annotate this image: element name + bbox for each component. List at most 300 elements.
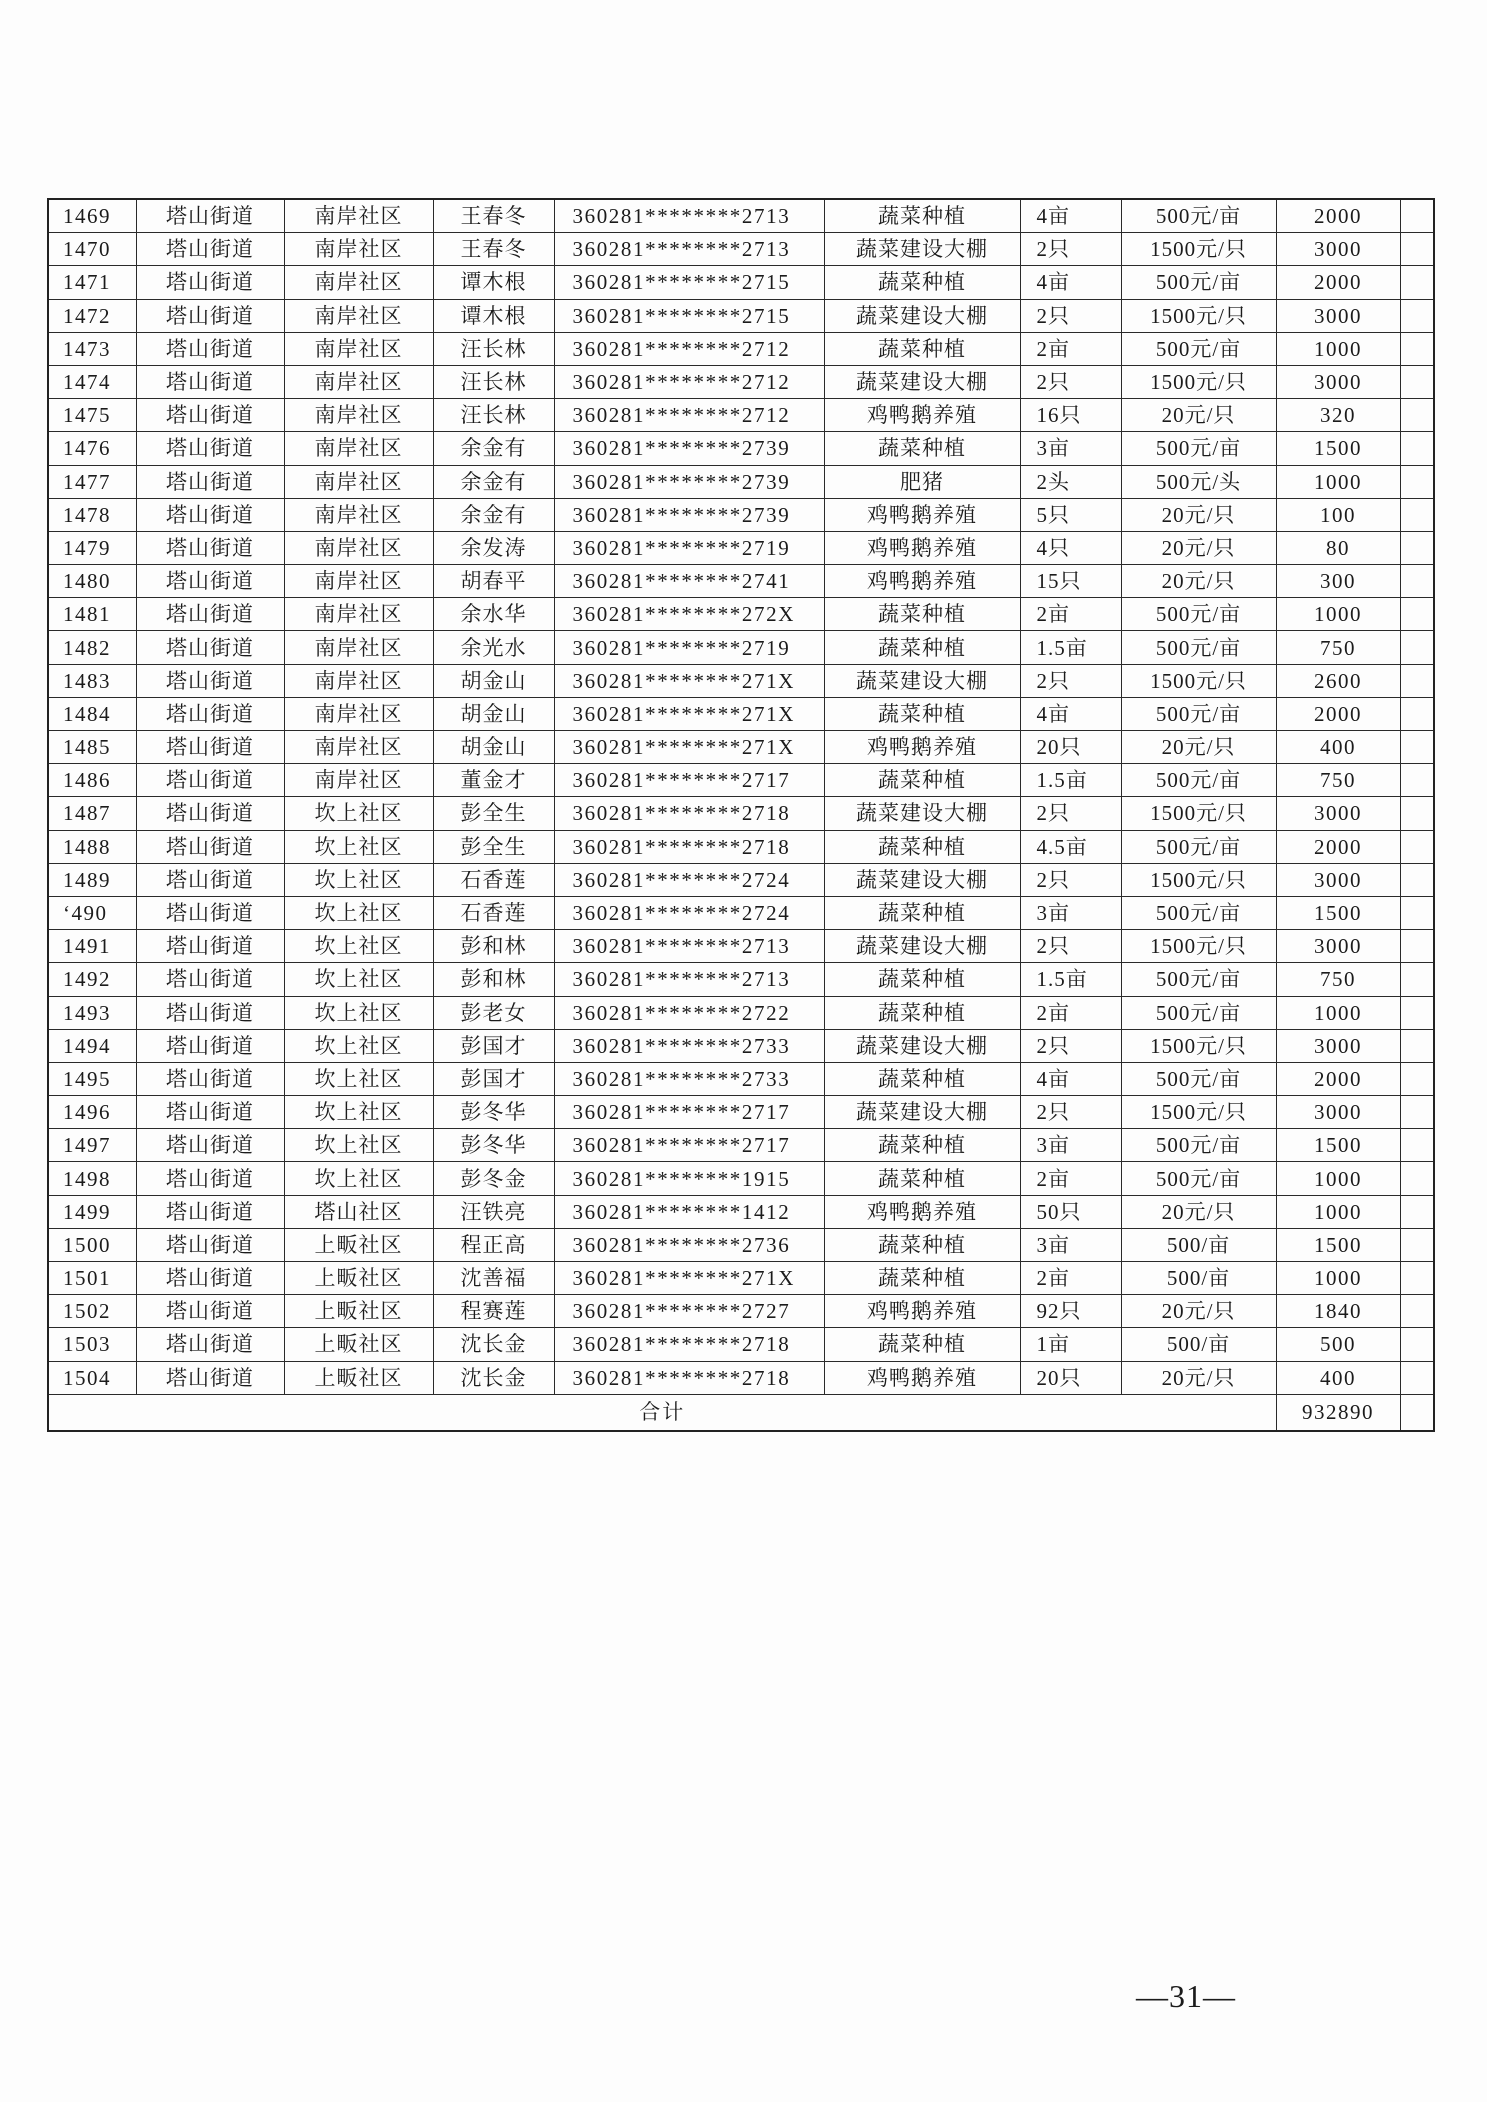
street-cell: 塔山街道 [136,1295,284,1328]
street-cell: 塔山街道 [136,764,284,797]
blank-cell [1400,863,1434,896]
street-cell: 塔山街道 [136,1262,284,1295]
table-row [48,266,1434,299]
street-cell: 塔山街道 [136,664,284,697]
blank-cell [1400,631,1434,664]
blank-cell [1400,399,1434,432]
id-number-cell: 360281********271X [554,697,824,730]
quantity-cell: 2只 [1020,930,1121,963]
row-number: 1500 [48,1228,136,1261]
table-footer [48,1394,1434,1431]
community-cell: 坎上社区 [284,797,433,830]
project-cell: 蔬菜种植 [824,996,1020,1029]
id-number-cell: 360281********2718 [554,1361,824,1394]
project-cell: 蔬菜种植 [824,598,1020,631]
street-cell: 塔山街道 [136,1096,284,1129]
quantity-cell: 3亩 [1020,1228,1121,1261]
id-number-cell: 360281********1412 [554,1195,824,1228]
community-cell: 坎上社区 [284,1096,433,1129]
street-cell: 塔山街道 [136,598,284,631]
blank-cell [1400,896,1434,929]
name-cell: 程正高 [433,1228,554,1261]
quantity-cell: 3亩 [1020,432,1121,465]
row-number: 1502 [48,1295,136,1328]
quantity-cell: 4亩 [1020,199,1121,233]
community-cell: 南岸社区 [284,531,433,564]
community-cell: 南岸社区 [284,432,433,465]
id-number-cell: 360281********271X [554,664,824,697]
blank-cell [1400,1029,1434,1062]
name-cell: 沈善福 [433,1262,554,1295]
name-cell: 彭老女 [433,996,554,1029]
name-cell: 胡春平 [433,565,554,598]
street-cell: 塔山街道 [136,697,284,730]
community-cell: 上畈社区 [284,1295,433,1328]
blank-cell [1400,266,1434,299]
amount-cell: 400 [1276,1361,1400,1394]
row-number: 1480 [48,565,136,598]
street-cell: 塔山街道 [136,1129,284,1162]
name-cell: 汪长林 [433,399,554,432]
blank-cell [1400,797,1434,830]
street-cell: 塔山街道 [136,896,284,929]
street-cell: 塔山街道 [136,1162,284,1195]
row-number: 1474 [48,365,136,398]
quantity-cell: 2亩 [1020,598,1121,631]
project-cell: 鸡鸭鹅养殖 [824,1195,1020,1228]
quantity-cell: 3亩 [1020,896,1121,929]
table-row [48,1328,1434,1361]
rate-cell: 1500元/只 [1121,664,1276,697]
blank-cell [1400,531,1434,564]
amount-cell: 2000 [1276,830,1400,863]
quantity-cell: 20只 [1020,1361,1121,1394]
community-cell: 上畈社区 [284,1328,433,1361]
community-cell: 南岸社区 [284,598,433,631]
project-cell: 蔬菜种植 [824,1228,1020,1261]
name-cell: 余发涛 [433,531,554,564]
rate-cell: 20元/只 [1121,1195,1276,1228]
project-cell: 蔬菜建设大棚 [824,365,1020,398]
project-cell: 鸡鸭鹅养殖 [824,531,1020,564]
name-cell: 石香莲 [433,896,554,929]
table-row [48,1096,1434,1129]
project-cell: 蔬菜种植 [824,830,1020,863]
row-number: 1486 [48,764,136,797]
amount-cell: 400 [1276,731,1400,764]
amount-cell: 3000 [1276,1096,1400,1129]
row-number: 1499 [48,1195,136,1228]
amount-cell: 1500 [1276,896,1400,929]
row-number: 1494 [48,1029,136,1062]
id-number-cell: 360281********2718 [554,797,824,830]
rate-cell: 1500元/只 [1121,299,1276,332]
rate-cell: 500/亩 [1121,1228,1276,1261]
row-number: 1476 [48,432,136,465]
quantity-cell: 2亩 [1020,1162,1121,1195]
amount-cell: 3000 [1276,299,1400,332]
blank-cell [1400,731,1434,764]
project-cell: 蔬菜种植 [824,963,1020,996]
id-number-cell: 360281********2733 [554,1062,824,1095]
community-cell: 坎上社区 [284,1162,433,1195]
project-cell: 蔬菜建设大棚 [824,863,1020,896]
id-number-cell: 360281********2724 [554,863,824,896]
project-cell: 蔬菜种植 [824,697,1020,730]
street-cell: 塔山街道 [136,631,284,664]
table-row [48,598,1434,631]
id-number-cell: 360281********2712 [554,399,824,432]
project-cell: 蔬菜种植 [824,1162,1020,1195]
table-row [48,1129,1434,1162]
community-cell: 坎上社区 [284,863,433,896]
table-row [48,896,1434,929]
amount-cell: 320 [1276,399,1400,432]
community-cell: 南岸社区 [284,233,433,266]
rate-cell: 500元/亩 [1121,631,1276,664]
street-cell: 塔山街道 [136,199,284,233]
rate-cell: 1500元/只 [1121,233,1276,266]
project-cell: 蔬菜建设大棚 [824,664,1020,697]
project-cell: 蔬菜种植 [824,1062,1020,1095]
name-cell: 彭全生 [433,830,554,863]
project-cell: 鸡鸭鹅养殖 [824,1295,1020,1328]
rate-cell: 500元/亩 [1121,996,1276,1029]
row-number: 1492 [48,963,136,996]
amount-cell: 2000 [1276,697,1400,730]
quantity-cell: 4只 [1020,531,1121,564]
name-cell: 彭冬华 [433,1096,554,1129]
quantity-cell: 4亩 [1020,697,1121,730]
id-number-cell: 360281********2713 [554,963,824,996]
row-number: 1477 [48,465,136,498]
table-row [48,664,1434,697]
amount-cell: 3000 [1276,797,1400,830]
project-cell: 蔬菜种植 [824,432,1020,465]
rate-cell: 20元/只 [1121,565,1276,598]
street-cell: 塔山街道 [136,498,284,531]
street-cell: 塔山街道 [136,1328,284,1361]
amount-cell: 3000 [1276,233,1400,266]
street-cell: 塔山街道 [136,365,284,398]
blank-cell [1400,1162,1434,1195]
community-cell: 坎上社区 [284,1029,433,1062]
table-row [48,1361,1434,1394]
blank-cell [1400,565,1434,598]
amount-cell: 1000 [1276,465,1400,498]
blank-cell [1400,233,1434,266]
id-number-cell: 360281********2715 [554,266,824,299]
street-cell: 塔山街道 [136,863,284,896]
id-number-cell: 360281********271X [554,1262,824,1295]
id-number-cell: 360281********2739 [554,432,824,465]
blank-cell [1400,1129,1434,1162]
quantity-cell: 1.5亩 [1020,631,1121,664]
rate-cell: 500元/亩 [1121,332,1276,365]
community-cell: 南岸社区 [284,731,433,764]
row-number: 1473 [48,332,136,365]
rate-cell: 1500元/只 [1121,863,1276,896]
amount-cell: 3000 [1276,365,1400,398]
row-number: 1482 [48,631,136,664]
table-row [48,797,1434,830]
rate-cell: 500元/头 [1121,465,1276,498]
name-cell: 石香莲 [433,863,554,896]
row-number: 1503 [48,1328,136,1361]
community-cell: 南岸社区 [284,498,433,531]
project-cell: 蔬菜种植 [824,631,1020,664]
id-number-cell: 360281********2713 [554,199,824,233]
rate-cell: 20元/只 [1121,731,1276,764]
rate-cell: 500元/亩 [1121,266,1276,299]
name-cell: 彭和林 [433,963,554,996]
name-cell: 胡金山 [433,731,554,764]
project-cell: 鸡鸭鹅养殖 [824,565,1020,598]
table-row [48,233,1434,266]
street-cell: 塔山街道 [136,233,284,266]
project-cell: 蔬菜种植 [824,199,1020,233]
row-number: 1488 [48,830,136,863]
quantity-cell: 3亩 [1020,1129,1121,1162]
blank-cell [1400,1228,1434,1261]
name-cell: 谭木根 [433,299,554,332]
community-cell: 坎上社区 [284,930,433,963]
id-number-cell: 360281********2733 [554,1029,824,1062]
street-cell: 塔山街道 [136,465,284,498]
community-cell: 南岸社区 [284,764,433,797]
blank-cell [1400,930,1434,963]
project-cell: 蔬菜种植 [824,764,1020,797]
quantity-cell: 2只 [1020,1029,1121,1062]
amount-cell: 80 [1276,531,1400,564]
community-cell: 南岸社区 [284,266,433,299]
total-row [48,1394,1434,1431]
street-cell: 塔山街道 [136,332,284,365]
table-row [48,565,1434,598]
project-cell: 蔬菜种植 [824,332,1020,365]
street-cell: 塔山街道 [136,996,284,1029]
page-number: —31— [1136,1978,1236,2014]
project-cell: 蔬菜种植 [824,1328,1020,1361]
rate-cell: 1500元/只 [1121,1096,1276,1129]
blank-cell [1400,1295,1434,1328]
table-row [48,830,1434,863]
street-cell: 塔山街道 [136,399,284,432]
project-cell: 蔬菜建设大棚 [824,930,1020,963]
rate-cell: 500/亩 [1121,1262,1276,1295]
row-number: 1497 [48,1129,136,1162]
row-number: 1487 [48,797,136,830]
quantity-cell: 4.5亩 [1020,830,1121,863]
street-cell: 塔山街道 [136,930,284,963]
blank-cell [1400,1328,1434,1361]
name-cell: 汪长林 [433,365,554,398]
id-number-cell: 360281********2718 [554,830,824,863]
row-number: 1493 [48,996,136,1029]
id-number-cell: 360281********2713 [554,930,824,963]
blank-cell [1400,664,1434,697]
table-row [48,996,1434,1029]
blank-cell [1400,465,1434,498]
row-number: 1470 [48,233,136,266]
table-row [48,1062,1434,1095]
blank-cell [1400,996,1434,1029]
rate-cell: 500元/亩 [1121,1062,1276,1095]
amount-cell: 1500 [1276,432,1400,465]
project-cell: 鸡鸭鹅养殖 [824,399,1020,432]
table-row [48,498,1434,531]
row-number: 1496 [48,1096,136,1129]
blank-cell [1400,1062,1434,1095]
blank-cell [1400,1361,1434,1394]
street-cell: 塔山街道 [136,1195,284,1228]
street-cell: 塔山街道 [136,1228,284,1261]
amount-cell: 750 [1276,963,1400,996]
row-number: 1504 [48,1361,136,1394]
blank-cell [1400,697,1434,730]
project-cell: 蔬菜种植 [824,1129,1020,1162]
project-cell: 蔬菜建设大棚 [824,233,1020,266]
table-row [48,531,1434,564]
street-cell: 塔山街道 [136,565,284,598]
name-cell: 余光水 [433,631,554,664]
row-number: 1484 [48,697,136,730]
id-number-cell: 360281********2736 [554,1228,824,1261]
rate-cell: 500元/亩 [1121,598,1276,631]
name-cell: 彭国才 [433,1029,554,1062]
community-cell: 塔山社区 [284,1195,433,1228]
rate-cell: 500元/亩 [1121,830,1276,863]
project-cell: 鸡鸭鹅养殖 [824,498,1020,531]
blank-cell [1400,598,1434,631]
rate-cell: 500元/亩 [1121,432,1276,465]
table-row [48,1195,1434,1228]
table-row [48,863,1434,896]
street-cell: 塔山街道 [136,266,284,299]
quantity-cell: 1.5亩 [1020,764,1121,797]
rate-cell: 1500元/只 [1121,1029,1276,1062]
blank-cell [1400,963,1434,996]
name-cell: 彭全生 [433,797,554,830]
street-cell: 塔山街道 [136,797,284,830]
amount-cell: 3000 [1276,930,1400,963]
blank-cell [1400,830,1434,863]
community-cell: 南岸社区 [284,332,433,365]
quantity-cell: 2只 [1020,365,1121,398]
id-number-cell: 360281********272X [554,598,824,631]
amount-cell: 2000 [1276,266,1400,299]
row-number: 1478 [48,498,136,531]
quantity-cell: 20只 [1020,731,1121,764]
row-number: ʻ490 [48,896,136,929]
id-number-cell: 360281********2717 [554,764,824,797]
quantity-cell: 2只 [1020,664,1121,697]
name-cell: 沈长金 [433,1328,554,1361]
name-cell: 沈长金 [433,1361,554,1394]
row-number: 1501 [48,1262,136,1295]
name-cell: 胡金山 [433,697,554,730]
amount-cell: 1000 [1276,598,1400,631]
quantity-cell: 2亩 [1020,1262,1121,1295]
name-cell: 余水华 [433,598,554,631]
amount-cell: 1000 [1276,1195,1400,1228]
street-cell: 塔山街道 [136,1062,284,1095]
table-row [48,399,1434,432]
project-cell: 蔬菜种植 [824,1262,1020,1295]
table-row [48,731,1434,764]
table-row [48,1029,1434,1062]
community-cell: 坎上社区 [284,1129,433,1162]
quantity-cell: 5只 [1020,498,1121,531]
project-cell: 肥猪 [824,465,1020,498]
table-row [48,199,1434,233]
blank-cell [1400,498,1434,531]
blank-cell [1400,1195,1434,1228]
amount-cell: 3000 [1276,1029,1400,1062]
name-cell: 谭木根 [433,266,554,299]
community-cell: 南岸社区 [284,299,433,332]
rate-cell: 1500元/只 [1121,365,1276,398]
rate-cell: 500元/亩 [1121,199,1276,233]
community-cell: 南岸社区 [284,664,433,697]
rate-cell: 500元/亩 [1121,764,1276,797]
rate-cell: 1500元/只 [1121,930,1276,963]
quantity-cell: 2只 [1020,863,1121,896]
project-cell: 鸡鸭鹅养殖 [824,1361,1020,1394]
table-row [48,1228,1434,1261]
community-cell: 上畈社区 [284,1361,433,1394]
table-row [48,930,1434,963]
rate-cell: 500元/亩 [1121,896,1276,929]
blank-cell [1400,332,1434,365]
project-cell: 蔬菜种植 [824,896,1020,929]
rate-cell: 20元/只 [1121,498,1276,531]
quantity-cell: 15只 [1020,565,1121,598]
id-number-cell: 360281********2713 [554,233,824,266]
blank-cell [1400,764,1434,797]
community-cell: 南岸社区 [284,365,433,398]
amount-cell: 1840 [1276,1295,1400,1328]
name-cell: 程赛莲 [433,1295,554,1328]
name-cell: 王春冬 [433,233,554,266]
quantity-cell: 4亩 [1020,1062,1121,1095]
street-cell: 塔山街道 [136,531,284,564]
row-number: 1469 [48,199,136,233]
quantity-cell: 2亩 [1020,996,1121,1029]
quantity-cell: 2只 [1020,299,1121,332]
amount-cell: 750 [1276,764,1400,797]
quantity-cell: 16只 [1020,399,1121,432]
rate-cell: 500/亩 [1121,1328,1276,1361]
blank-cell [1400,432,1434,465]
rate-cell: 20元/只 [1121,1361,1276,1394]
table-row [48,1262,1434,1295]
id-number-cell: 360281********2719 [554,631,824,664]
name-cell: 王春冬 [433,199,554,233]
amount-cell: 1000 [1276,1162,1400,1195]
name-cell: 彭冬金 [433,1162,554,1195]
table-row [48,432,1434,465]
table-row [48,963,1434,996]
community-cell: 坎上社区 [284,996,433,1029]
id-number-cell: 360281********2715 [554,299,824,332]
amount-cell: 2000 [1276,199,1400,233]
row-number: 1489 [48,863,136,896]
street-cell: 塔山街道 [136,432,284,465]
community-cell: 上畈社区 [284,1228,433,1261]
quantity-cell: 4亩 [1020,266,1121,299]
street-cell: 塔山街道 [136,1361,284,1394]
